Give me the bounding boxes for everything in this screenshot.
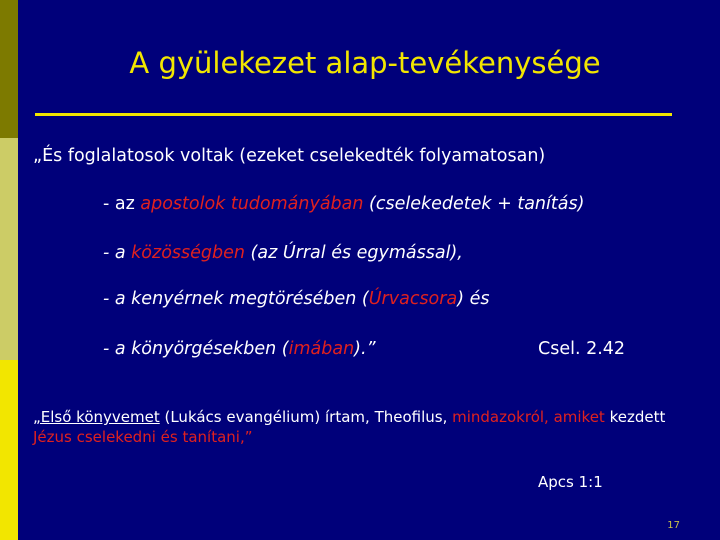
- title-underline: [35, 113, 672, 116]
- quote-highlight-2: Jézus cselekedni és tanítani,”: [33, 428, 253, 446]
- point-community: [103, 243, 463, 263]
- point-apostles-dash: - az: [103, 194, 141, 214]
- point-apostles-rest: (cselekedetek + tanítás): [363, 194, 585, 214]
- reference-acts-1-1: Apcs 1:1: [538, 473, 603, 491]
- point-bread-highlight: Úrvacsora: [368, 289, 458, 309]
- quote-highlight-1: mindazokról, amiket: [452, 408, 605, 426]
- point-community-rest: (az Úrral és egymással),: [244, 243, 463, 263]
- intro-line: „És foglalatosok voltak (ezeket cselekedték folyamatosan): [33, 146, 546, 166]
- point-prayer: [103, 339, 376, 359]
- quote-first-book: „Első könyvemet: [33, 408, 160, 426]
- point-apostles-highlight: apostolok tudományában: [140, 194, 364, 214]
- side-bar-bottom: [0, 360, 18, 540]
- point-bread-start: - a kenyérnek megtörésében (: [103, 289, 369, 309]
- acts-quote: [33, 407, 683, 447]
- quote-middle: (Lukács evangélium) írtam, Theofilus,: [159, 408, 453, 426]
- point-bread-end: ) és: [457, 289, 490, 309]
- quote-began: kezdett: [604, 408, 666, 426]
- point-prayer-end: ).”: [354, 339, 376, 359]
- reference-acts-2-42: Csel. 2.42: [538, 339, 626, 359]
- page-number: 17: [667, 520, 680, 531]
- point-bread: [103, 289, 489, 309]
- point-community-highlight: közösségben: [131, 243, 245, 263]
- point-community-dash: - a: [103, 243, 132, 263]
- point-prayer-highlight: imában: [288, 339, 355, 359]
- point-prayer-start: - a könyörgésekben (: [103, 339, 289, 359]
- side-bar-middle: [0, 138, 18, 360]
- point-apostles: [103, 194, 584, 214]
- slide-title: A gyülekezet alap-tevékenysége: [129, 46, 601, 80]
